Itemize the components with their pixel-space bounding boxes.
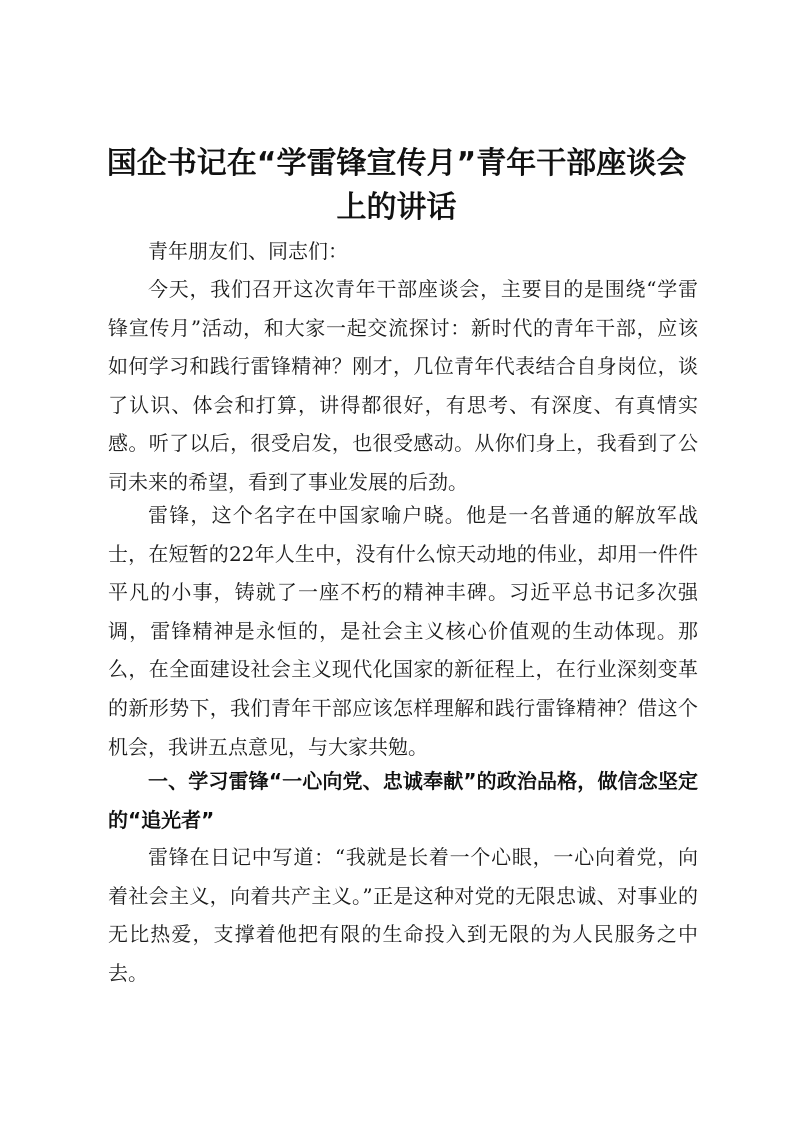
leifeng-paragraph: 雷锋，这个名字在中国家喻户晓。他是一名普通的解放军战士，在短暂的22年人生中，没有什么惊天动地的伟业，却用一件件平凡的小事，铸就了一座不朽的精神丰碑。习近平总书记多次强调，雷锋精神是永恒的，是社会主义核心价值观的生动体现。那么，在全面建设社会主义现代化国家的新征程上，在行业深刻变革的新形势下，我们青年干部应该怎样理解和践行雷锋精神？借这个机会，我讲五点意见，与大家共勉。 xyxy=(108,503,698,759)
document-title-line-2: 上的讲话 xyxy=(336,190,457,225)
section-heading-1: 一、学习雷锋“一心向党、忠诚奉献”的政治品格，做信念坚定的“追光者” xyxy=(108,769,698,832)
document-title-line-1: 国企书记在“学雷锋宣传月”青年干部座谈会 xyxy=(106,146,687,181)
diary-paragraph: 雷锋在日记中写道：“我就是长着一个心眼，一心向着党，向着社会主义，向着共产主义。”正是这种对党的无限忠诚、对事业的无比热爱，支撑着他把有限的生命投入到无限的为人民服务之中去。 xyxy=(108,845,698,985)
intro-paragraph: 今天，我们召开这次青年干部座谈会，主要目的是围绕“学雷锋宣传月”活动，和大家一起交流探讨：新时代的青年干部，应该如何学习和践行雷锋精神？刚才，几位青年代表结合自身岗位，谈了认识、体会和打算，讲得都很好，有思考、有深度、有真情实感。听了以后，很受启发，也很受感动。从你们身上，我看到了公司未来的希望，看到了事业发展的后劲。 xyxy=(108,277,698,494)
greeting-paragraph: 青年朋友们、同志们： xyxy=(148,239,348,263)
